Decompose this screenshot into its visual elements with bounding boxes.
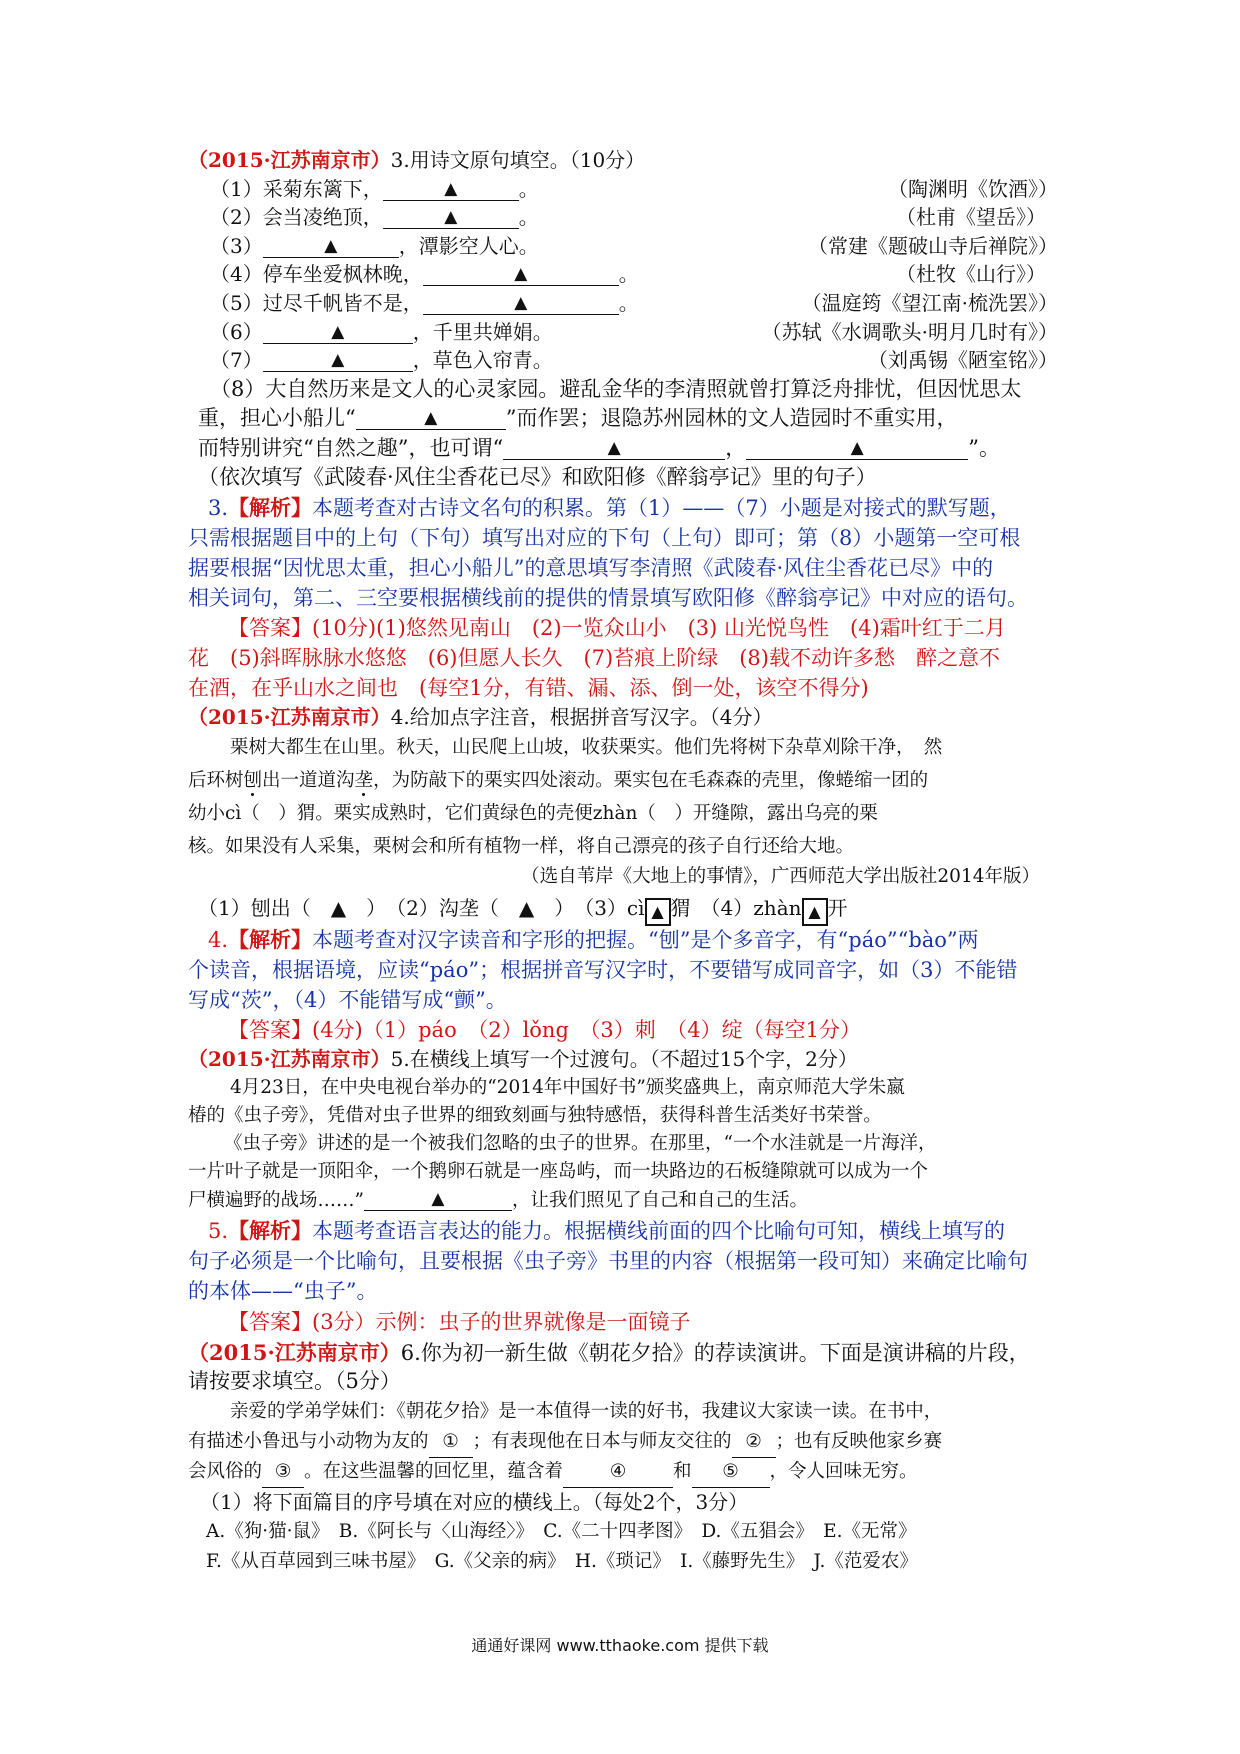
fill-blank-1[interactable]: ① [429, 1427, 473, 1458]
q3-item-8-line3 [188, 434, 1058, 464]
passage-text: 亲爱的学弟学妹们：《朝花夕拾》是一本值得一读的好书，我建议大家读一读。在书中， [230, 1400, 943, 1422]
answer-box[interactable]: ▲ [802, 898, 828, 926]
fill-blank-2[interactable]: ② [732, 1427, 776, 1458]
q6-title: 请按要求填空。（5分） [188, 1369, 401, 1394]
passage-text: 一片叶子就是一顶阳伞，一个鹅卵石就是一座岛屿，而一块路边的石板缝隙就可以成为一个 [188, 1160, 929, 1182]
q6-passage-line1 [188, 1397, 1058, 1427]
answer-blank[interactable]: ▲ [383, 206, 519, 229]
analysis-tag: 【解析】 [228, 927, 313, 953]
q4-items [188, 891, 1058, 925]
q4-item-text: 开 [827, 896, 848, 921]
options-text: F.《从百草园到三味书屋》 G.《父亲的病》 H.《琐记》 I.《藤野先生》 J.《范爱农》 [206, 1550, 918, 1572]
q3-item-8-line2 [188, 404, 1058, 434]
content [188, 146, 1058, 1577]
q5-analysis-line2 [188, 1246, 1058, 1276]
passage-text: 尸横遍野的战场……” [188, 1189, 364, 1211]
q3-item-7 [188, 346, 1058, 375]
answer-blank[interactable]: ▲ [263, 235, 399, 258]
analysis-text: 写成“茨”，（4）不能错写成“颤”。 [188, 988, 507, 1013]
q6-source-tag: （2015·江苏南京市） [188, 1339, 401, 1365]
analysis-text: 本题考查语言表达的能力。根据横线前面的四个比喻句可知，横线上填写的 [312, 1218, 1006, 1243]
analysis-text: 本题考查对古诗文名句的积累。第（1）——（7）小题是对接式的默写题， [312, 495, 1011, 520]
passage-text: 。在这些温馨的回忆里，蕴含着 [304, 1460, 564, 1482]
item-text: ”而作罢；退隐苏州园林的文人造园时不重实用， [505, 406, 958, 431]
q5-analysis-line3 [188, 1276, 1058, 1306]
q4-title: 4.给加点字注音，根据拼音写汉字。（4分） [390, 704, 773, 729]
answer-box[interactable]: ▲ [645, 898, 671, 926]
poem-source: （刘禹锡《陋室铭》） [868, 348, 1058, 373]
item-text: 。 [518, 176, 539, 201]
q5-heading [188, 1045, 1058, 1074]
q5-passage-line4 [188, 1158, 1058, 1186]
analysis-text: 本题考查对汉字读音和字形的把握。“刨”是个多音字，有“páo”“bào”两 [312, 928, 979, 953]
q3-analysis-line3 [188, 553, 1058, 583]
item-text: ”。 [968, 435, 1000, 460]
analysis-num: 5. [208, 1218, 229, 1243]
q3-item-8-line1 [188, 375, 1058, 405]
answer-text: 【答案】(4分)（1）páo （2）lǒng （3）刺 （4）绽（每空1分） [228, 1018, 861, 1043]
item-text: （8）大自然历来是文人的心灵家园。避乱金华的李清照就曾打算泛舟排忧，但因忧思太 [210, 376, 1022, 401]
q5-answer [188, 1306, 1058, 1338]
answer-blank[interactable]: ▲ [263, 321, 413, 344]
passage-text: ；有表现他在日本与师友交往的 [472, 1430, 732, 1452]
q3-item-3 [188, 232, 1058, 261]
q3-title: 3.用诗文原句填空。（10分） [390, 148, 646, 172]
options-text: A.《狗·猫·鼠》 B.《阿长与〈山海经〉》 C.《二十四孝图》 D.《五猖会》 E.《无常》 [206, 1520, 917, 1542]
q6-heading [188, 1338, 1058, 1368]
analysis-num: 4. [208, 928, 229, 953]
poem-source: （常建《题破山寺后禅院》） [808, 233, 1058, 258]
answer-blank[interactable]: ▲ [746, 437, 968, 460]
item-text: ，草色入帘青。 [412, 348, 553, 373]
item-text: 会当凌绝顶， [262, 205, 383, 230]
passage-text: 4月23日，在中央电视台举办的“2014年中国好书”颁奖盛典上，南京师范大学朱嬴 [230, 1076, 905, 1098]
q6-title: 6.你为初一新生做《朝花夕拾》的荐读演讲。下面是演讲稿的片段， [400, 1340, 1030, 1365]
q4-analysis [188, 925, 1058, 955]
analysis-text: 只需根据题目中的上句（下句）填写出对应的下句（上句）即可；第（8）小题第一空可根 [188, 525, 1021, 550]
item-num: （1） [210, 176, 263, 201]
q3-item-6 [188, 318, 1058, 347]
q4-analysis-line3 [188, 985, 1058, 1015]
item-text: 。 [518, 205, 539, 230]
q6-sub1 [188, 1487, 1058, 1517]
analysis-text: 相关词句，第二、三空要根据横线前的提供的情景填写欧阳修《醉翁亭记》中对应的语句。 [188, 585, 1028, 610]
item-text: 。 [618, 290, 639, 315]
poem-source: （苏轼《水调歌头·明月几时有》） [761, 319, 1058, 344]
item-text: ，潭影空人心。 [398, 233, 539, 258]
passage-source: （选自苇岸《大地上的事情》，广西师范大学出版社2014年版） [521, 866, 1040, 888]
page-footer: 通通好课网 www.tthaoke.com 提供下载 [471, 1636, 769, 1655]
q4-passage-line1 [188, 731, 1058, 764]
dotted-char: 垄 [354, 770, 374, 792]
passage-text: ，让我们照见了自己和自己的生活。 [511, 1189, 808, 1211]
passage-text: 栗树大都生在山里。秋天，山民爬上山坡，收获栗实。他们先将树下杂草刈除干净， 然 [230, 737, 943, 759]
item-num: （6） [210, 319, 263, 344]
fill-blank-3[interactable]: ③ [262, 1457, 304, 1488]
fill-blank-5[interactable]: ⑤ [692, 1457, 770, 1488]
item-text: 停车坐爱枫林晚， [262, 262, 423, 287]
q6-heading-line2 [188, 1367, 1058, 1397]
q5-passage-line1 [188, 1074, 1058, 1102]
answer-blank[interactable]: ▲ [263, 349, 413, 372]
q5-title: 5.在横线上填写一个过渡句。（不超过15个字，2分） [390, 1047, 858, 1072]
q4-passage-line4 [188, 830, 1058, 863]
item-text: ， [725, 435, 747, 460]
q5-passage-line2 [188, 1102, 1058, 1130]
item-text: 。 [618, 262, 639, 287]
analysis-text: 句子必须是一个比喻句，且要根据《虫子旁》书里的内容（根据第一段可知）来确定比喻句 [188, 1248, 1028, 1273]
q3-answer-line3 [188, 673, 1058, 703]
passage-text: 会风俗的 [188, 1460, 263, 1482]
q4-answer [188, 1015, 1058, 1045]
passage-text: ，令人回味无穷。 [769, 1460, 918, 1482]
poem-source: （杜甫《望岳》） [896, 205, 1046, 230]
passage-text: 出一道道沟 [262, 770, 355, 792]
answer-blank[interactable]: ▲ [503, 437, 725, 460]
q5-source-tag: （2015·江苏南京市） [188, 1047, 391, 1072]
q3-item-1 [188, 175, 1058, 204]
item-text: （依次填写《武陵春·风住尘香花已尽》和欧阳修《醉翁亭记》里的句子） [198, 465, 877, 490]
q4-passage-source [188, 863, 1058, 891]
item-num: （2） [210, 205, 263, 230]
q4-source-tag: （2015·江苏南京市） [188, 704, 391, 729]
passage-text: ，为防敲下的栗实四处滚动。栗实包在毛森森的壳里，像蜷缩一团的 [373, 770, 929, 792]
passage-text: 和 [673, 1460, 692, 1482]
q6-options-line2 [188, 1547, 1058, 1577]
q6-options-line1 [188, 1517, 1058, 1547]
item-num: （7） [210, 348, 263, 373]
item-num: （3） [210, 233, 263, 258]
passage-text: 有描述小鲁迅与小动物为友的 [188, 1430, 429, 1452]
q3-item-5 [188, 289, 1058, 318]
passage-text: 后环树 [188, 770, 244, 792]
answer-blank[interactable]: ▲ [383, 178, 519, 201]
q6-passage-line2 [188, 1427, 1058, 1457]
q5-analysis [188, 1216, 1058, 1246]
q5-passage-line3 [188, 1130, 1058, 1158]
answer-blank[interactable]: ▲ [423, 292, 619, 315]
q4-passage-line3 [188, 797, 1058, 830]
analysis-text: 的本体——“虫子”。 [188, 1278, 378, 1303]
item-num: （5） [210, 290, 263, 315]
answer-text: 花 (5)斜晖脉脉水悠悠 (6)但愿人长久 (7)苔痕上阶绿 (8)载不动许多愁 醉之意不 [188, 645, 1000, 670]
item-text: ，千里共婵娟。 [412, 319, 553, 344]
passage-text: ；也有反映他家乡赛 [775, 1430, 943, 1452]
q3-heading [188, 146, 1058, 175]
passage-text: 幼小cì（ ）猬。栗实成熟时，它们黄绿色的壳便zhàn（ ）开缝隙，露出乌亮的栗 [188, 803, 878, 825]
q3-analysis-line4 [188, 583, 1058, 613]
analysis-tag: 【解析】 [228, 1217, 313, 1243]
item-text: 而特别讲究“自然之趣”，也可谓“ [198, 435, 504, 460]
passage-text: 《虫子旁》讲述的是一个被我们忽略的虫子的世界。在那里，“一个水洼就是一片海洋， [224, 1132, 937, 1154]
poem-source: （陶渊明《饮酒》） [888, 176, 1058, 201]
item-num: （4） [210, 262, 263, 287]
answer-text: 【答案】(3分）示例：虫子的世界就像是一面镜子 [228, 1309, 691, 1334]
sub-question: （1）将下面篇目的序号填在对应的横线上。（每处2个，3分） [200, 1489, 749, 1514]
q3-answer-line2 [188, 643, 1058, 673]
q3-item-2 [188, 203, 1058, 232]
fill-blank-4[interactable]: ④ [563, 1457, 673, 1488]
q3-analysis [188, 493, 1058, 523]
analysis-text: 据要根据“因忧思太重，担心小船儿”的意思填写李清照《武陵春·风住尘香花已尽》中的 [188, 555, 994, 580]
q4-heading [188, 703, 1058, 732]
answer-blank[interactable]: ▲ [356, 407, 506, 430]
analysis-num: 3. [208, 495, 229, 520]
q3-answer-line1 [188, 613, 1058, 643]
passage-text: 核。如果没有人采集，栗树会和所有植物一样，将自己漂亮的孩子自行还给大地。 [188, 836, 855, 858]
analysis-tag: 【解析】 [228, 494, 313, 520]
q3-analysis-line2 [188, 523, 1058, 553]
q4-item-text: 猬 （4）zhàn [670, 896, 802, 921]
q4-analysis-line2 [188, 955, 1058, 985]
q4-passage-line2 [188, 764, 1058, 797]
q3-source-tag: （2015·江苏南京市） [188, 148, 391, 172]
q3-item-4 [188, 260, 1058, 289]
analysis-text: 个读音，根据语境，应读“páo”；根据拼音写汉字时，不要错写成同音字，如（3）不能错 [188, 958, 1018, 983]
answer-text: 【答案】(10分)(1)悠然见南山 (2)一览众山小 (3) 山光悦鸟性 (4)霜叶红于二月 [228, 615, 1006, 640]
q3-item-8-line4 [188, 463, 1058, 493]
answer-blank[interactable]: ▲ [364, 1188, 512, 1211]
dotted-char: 刨 [243, 770, 263, 792]
item-text: 重，担心小船儿“ [198, 406, 356, 431]
answer-blank[interactable]: ▲ [423, 263, 619, 286]
poem-source: （杜牧《山行》） [896, 262, 1046, 287]
q6-passage-line3 [188, 1457, 1058, 1487]
poem-source: （温庭筠《望江南·梳洗罢》） [801, 290, 1058, 315]
q5-passage-line5 [188, 1186, 1058, 1216]
passage-text: 椿的《虫子旁》，凭借对虫子世界的细致刻画与独特感悟，获得科普生活类好书荣誉。 [188, 1104, 882, 1126]
answer-text: 在酒，在乎山水之间也 (每空1分，有错、漏、添、倒一处，该空不得分) [188, 675, 869, 700]
item-text: 过尽千帆皆不是， [262, 290, 423, 315]
item-text: 采菊东篱下， [262, 176, 383, 201]
q4-item-text: （1）刨出（ ▲ ） （2）沟垄（ ▲ ） （3）cì [198, 896, 645, 921]
